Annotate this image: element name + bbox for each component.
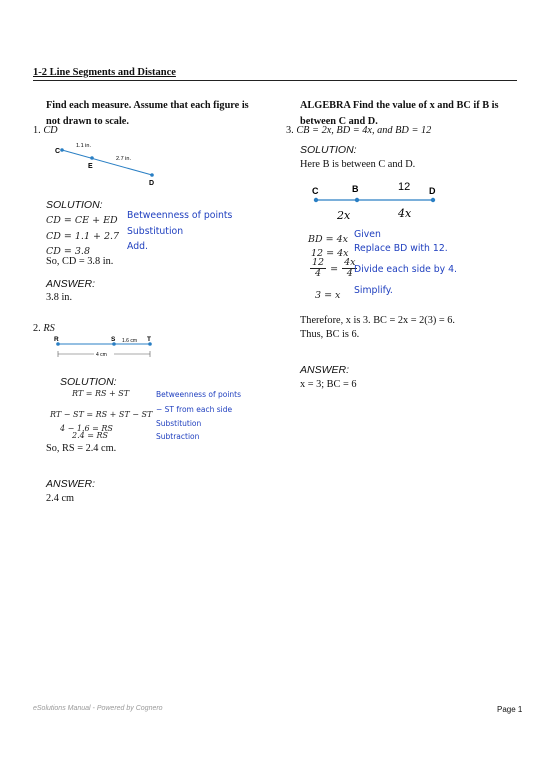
label-t: T (147, 336, 151, 343)
length-ed: 2.7 in. (116, 156, 131, 162)
p2-conclusion: So, RS = 2.4 cm. (46, 443, 117, 454)
label-s: S (111, 336, 116, 343)
p2-solution-label: SOLUTION: (60, 376, 117, 388)
label-d: D (429, 186, 436, 196)
p3-solution-label: SOLUTION: (300, 144, 357, 156)
p1-conclusion: So, CD = 3.8 in. (46, 256, 114, 267)
point-e (90, 156, 94, 160)
p3-step-1: BD = 4x Given (308, 229, 381, 245)
length-ce: 1.1 in. (76, 143, 91, 149)
header-rule (33, 80, 517, 81)
problem-3-figure (300, 176, 450, 226)
p3-step-4: 3 = x Simplify. (315, 285, 393, 301)
p3-thus: Thus, BC is 6. (300, 329, 360, 340)
fraction-left: $\frac{12}{4}$ (312, 257, 325, 279)
point-d (431, 198, 435, 202)
p1-step-3: CD = 3.8 Add. (46, 241, 148, 257)
right-instructions: ALGEBRA Find the value of x and BC if B is between C and D. (300, 100, 499, 127)
point-c (314, 198, 318, 202)
left-instructions: Find each measure. Assume that each figure is not drawn to scale. (46, 100, 249, 127)
problem-3-heading: 3. CB = 2x, BD = 4x, and BD = 12 (286, 125, 432, 136)
equals-sign: = (330, 264, 339, 276)
length-bd: 12 (398, 181, 411, 193)
label-c: C (55, 148, 61, 155)
p3-therefore: Therefore, x is 3. BC = 2x = 2(3) = 6. (300, 315, 455, 326)
problem-1-figure (50, 140, 170, 190)
problem-1-heading: 1. CD (33, 125, 58, 136)
length-cb: 2x (337, 209, 351, 222)
label-d: D (149, 180, 155, 187)
p3-answer-label: ANSWER: (300, 364, 350, 376)
p2-step-2: RT − ST = RS + ST − ST − ST from each side (50, 405, 233, 419)
p3-answer: x = 3; BC = 6 (300, 379, 357, 390)
problem-2-heading: 2. RS (33, 323, 55, 334)
problem-2-figure (50, 334, 160, 364)
length-st: 1.6 cm (122, 338, 138, 344)
length-bd-expr: 4x (398, 207, 412, 220)
page-header: 1-2 Line Segments and Distance (33, 67, 176, 78)
point-b (355, 198, 359, 202)
p1-answer: 3.8 in. (46, 292, 73, 303)
length-rt: 4 cm (96, 352, 107, 358)
label-e: E (88, 163, 93, 170)
p1-step-1: CD = CE + ED Betweenness of points (46, 210, 233, 226)
p3-here: Here B is between C and D. (300, 159, 416, 170)
label-c: C (312, 186, 319, 196)
fraction-right: $\frac{4x}{4}$ (344, 257, 356, 279)
p1-step-2: CD = 1.1 + 2.7 Substitution (46, 226, 184, 242)
p2-answer-label: ANSWER: (46, 478, 96, 490)
footer-credit: eSolutions Manual - Powered by Cognero (33, 705, 163, 712)
segment-cd (62, 150, 152, 175)
label-r: R (54, 336, 59, 343)
p2-step-3: 4 − 1.6 = RS Substitution (60, 419, 202, 433)
point-d (150, 173, 154, 177)
p3-step-3: $\frac{12}{4}$ = $\frac{4x}{4}$ Divide each side by 4. (312, 257, 458, 279)
label-b: B (352, 184, 359, 194)
p3-step-2: 12 = 4x Replace BD with 12. (311, 243, 448, 259)
p1-answer-label: ANSWER: (46, 278, 96, 290)
point-c (60, 148, 64, 152)
page-number: Page 1 (497, 705, 523, 714)
p1-solution-label: SOLUTION: (46, 199, 103, 211)
p2-answer: 2.4 cm (46, 493, 75, 504)
